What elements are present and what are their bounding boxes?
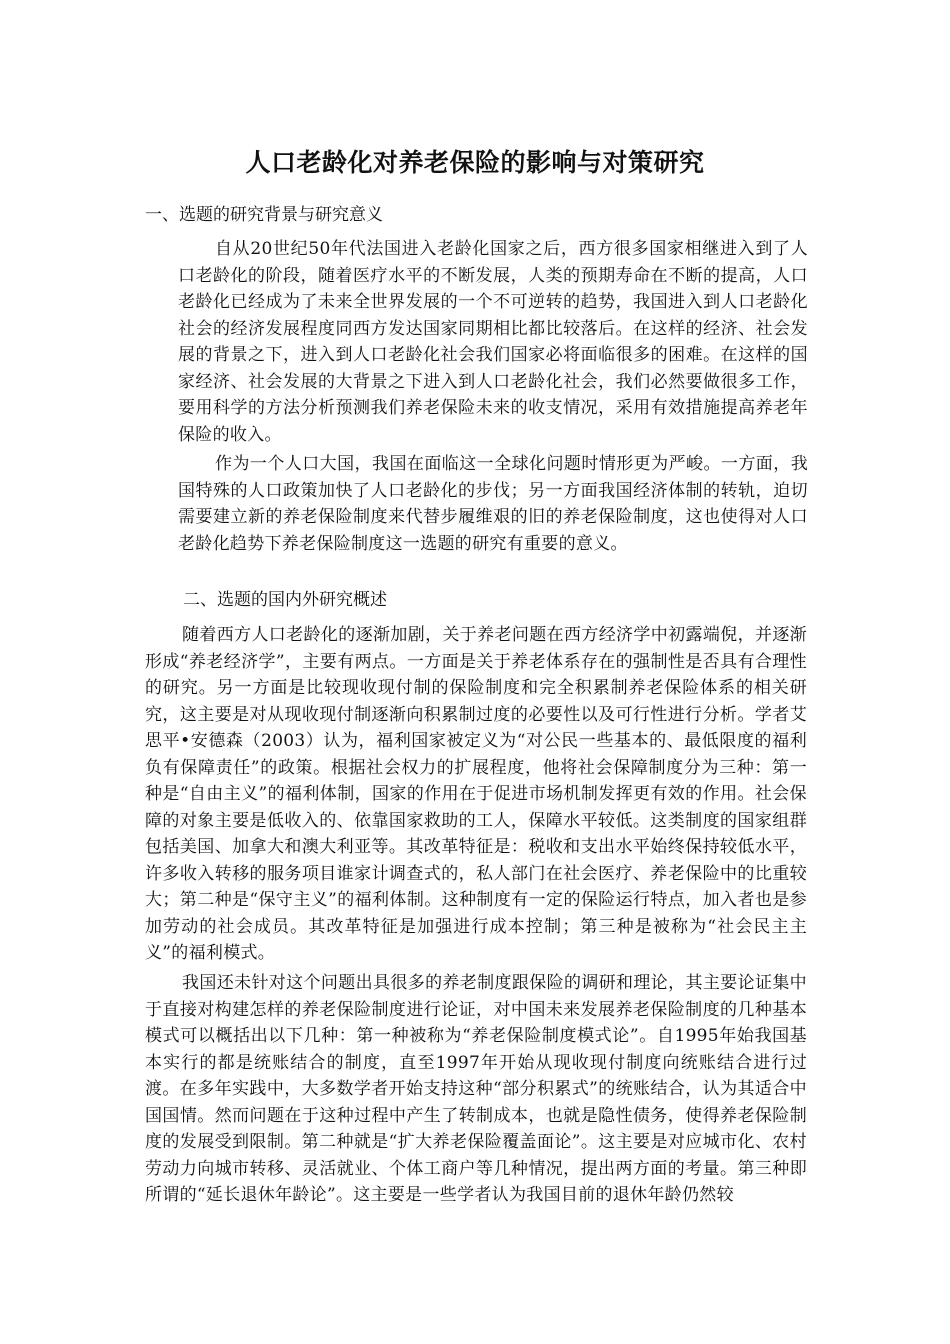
section-heading-background: 一、选题的研究背景与研究意义 bbox=[145, 205, 383, 225]
paragraph-significance: 作为一个人口大国，我国在面临这一全球化问题时情形更为严峻。一方面，我国特殊的人口政策加快了人口老龄化的步伐；另一方面我国经济体制的转轨，迫切需要建立新的养老保险制度来代替步履维艰的旧的养老保险制度，这也使得对人口老龄化趋势下养老保险制度这一选题的研究有重要的意义。 bbox=[178, 454, 808, 554]
paragraph-foreign-research: 随着西方人口老龄化的逐渐加剧，关于养老问题在西方经济学中初露端倪，并逐渐形成“养老经济学”，主要有两点。一方面是关于养老体系存在的强制性是否具有合理性的研究。另一方面是比较现收现付制的保险制度和完全积累制养老保险体系的相关研究，这主要是对从现收现付制逐渐向积累制过度的必要性以及可行性进行分析。学者艾思平•安德森（2003）认为，福利国家被定义为“对公民一些基本的、最低限度的福利负有保障责任”的政策。根据社会权力的扩展程度，他将社会保障制度分为三种：第一种是“自由主义”的福利体制，国家的作用在于促进市场机制发挥更有效的作用。社会保障的对象主要是低收入的、依靠国家救助的工人，保障水平较低。这类制度的国家组群包括美国、加拿大和澳大利亚等。其改革特征是：税收和支出水平始终保持较低水平，许多收入转移的服务项目谁家计调查式的，私人部门在社会医疗、养老保险中的比重较大；第二种是“保守主义”的福利体制。这种制度有一定的保险运行特点，加入者也是参加劳动的社会成员。其改革特征是加强进行成本控制；第三种是被称为“社会民主主义”的福利模式。 bbox=[145, 625, 807, 963]
paragraph-background: 自从20世纪50年代法国进入老龄化国家之后，西方很多国家相继进入到了人口老龄化的阶段，随着医疗水平的不断发展，人类的预期寿命在不断的提高，人口老龄化已经成为了未来全世界发展的一个不可逆转的趋势，我国进入到人口老龄化社会的经济发展程度同西方发达国家同期相比都比较落后。在这样的经济、社会发展的背景之下，进入到人口老龄化社会我们国家必将面临很多的困难。在这样的国家经济、社会发展的大背景之下进入到人口老龄化社会，我们必然要做很多工作，要用科学的方法分析预测我们养老保险未来的收支情况，采用有效措施提高养老年保险的收入。 bbox=[178, 239, 808, 445]
paragraph-domestic-research: 我国还未针对这个问题出具很多的养老制度跟保险的调研和理论，其主要论证集中于直接对构建怎样的养老保险制度进行论证，对中国未来发展养老保险制度的几种基本模式可以概括出以下几种：第一种被称为“养老保险制度模式论”。自1995年始我国基本实行的都是统账结合的制度，直至1997年开始从现收现付制度向统账结合进行过渡。在多年实践中，大多数学者开始支持这种“部分积累式”的统账结合，认为其适合中国国情。然而问题在于这种过程中产生了转制成本，也就是隐性债务，使得养老保险制度的发展受到限制。第二种就是“扩大养老保险覆盖面论”。这主要是对应城市化、农村劳动力向城市转移、灵活就业、个体工商户等几种情况，提出两方面的考量。第三种即所谓的“延长退休年龄论”。这主要是一些学者认为我国目前的退休年龄仍然较 bbox=[145, 973, 807, 1205]
document-title: 人口老龄化对养老保险的影响与对策研究 bbox=[245, 148, 705, 177]
section-heading-overview: 二、选题的国内外研究概述 bbox=[183, 590, 387, 610]
